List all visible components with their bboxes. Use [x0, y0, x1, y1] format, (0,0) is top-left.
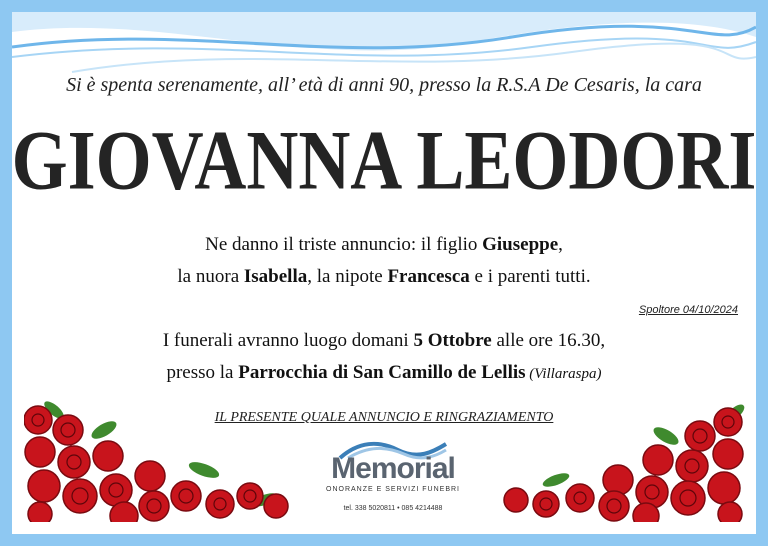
intro-text: Si è spenta serenamente, all’ età di anni 90, presso la R.S.A De Cesaris, la cara: [66, 74, 702, 96]
funeral-date: 5 Ottobre: [413, 330, 492, 351]
announcement-line-2: [0, 266, 768, 288]
funeral-text: presso la: [166, 362, 239, 383]
roses-right-image: [496, 400, 746, 522]
announcement-text: Ne danno il triste annuncio: il figlio: [205, 234, 483, 255]
funeral-text: (: [525, 366, 535, 382]
daughter-in-law-name: Isabella: [243, 266, 308, 287]
logo-wordmark: Memorial: [331, 452, 455, 485]
memorial-logo: [318, 438, 468, 518]
funeral-text: ): [596, 366, 602, 382]
locality-name: Villaraspa: [534, 366, 597, 382]
announcement-text: ,: [558, 234, 563, 255]
funeral-text: alle ore 16.30,: [491, 330, 606, 351]
roses-left-image: [24, 400, 294, 522]
announcement-text: e i parenti tutti.: [469, 266, 591, 287]
announcement-line-1: [0, 234, 768, 256]
logo-subtitle: ONORANZE E SERVIZI FUNEBRI: [326, 486, 460, 493]
place-date: Spoltore 04/10/2024: [638, 304, 738, 316]
deceased-name: GIOVANNA LEODORI: [11, 113, 757, 208]
church-name: Parrocchia di San Camillo de Lellis: [238, 362, 526, 383]
funeral-line-1: [0, 330, 768, 352]
logo-phone-numbers: tel. 338 5020811 • 085 4214488: [343, 505, 443, 512]
wave-decoration: [12, 12, 756, 82]
announcement-text: la nuora: [177, 266, 244, 287]
granddaughter-name: Francesca: [387, 266, 470, 287]
notice-text: IL PRESENTE QUALE ANNUNCIO E RINGRAZIAMENTO: [214, 410, 554, 425]
son-name: Giuseppe: [482, 234, 559, 255]
announcement-text: , la nipote: [307, 266, 388, 287]
funeral-line-2: [0, 362, 768, 384]
funeral-text: I funerali avranno luogo domani: [162, 330, 414, 351]
